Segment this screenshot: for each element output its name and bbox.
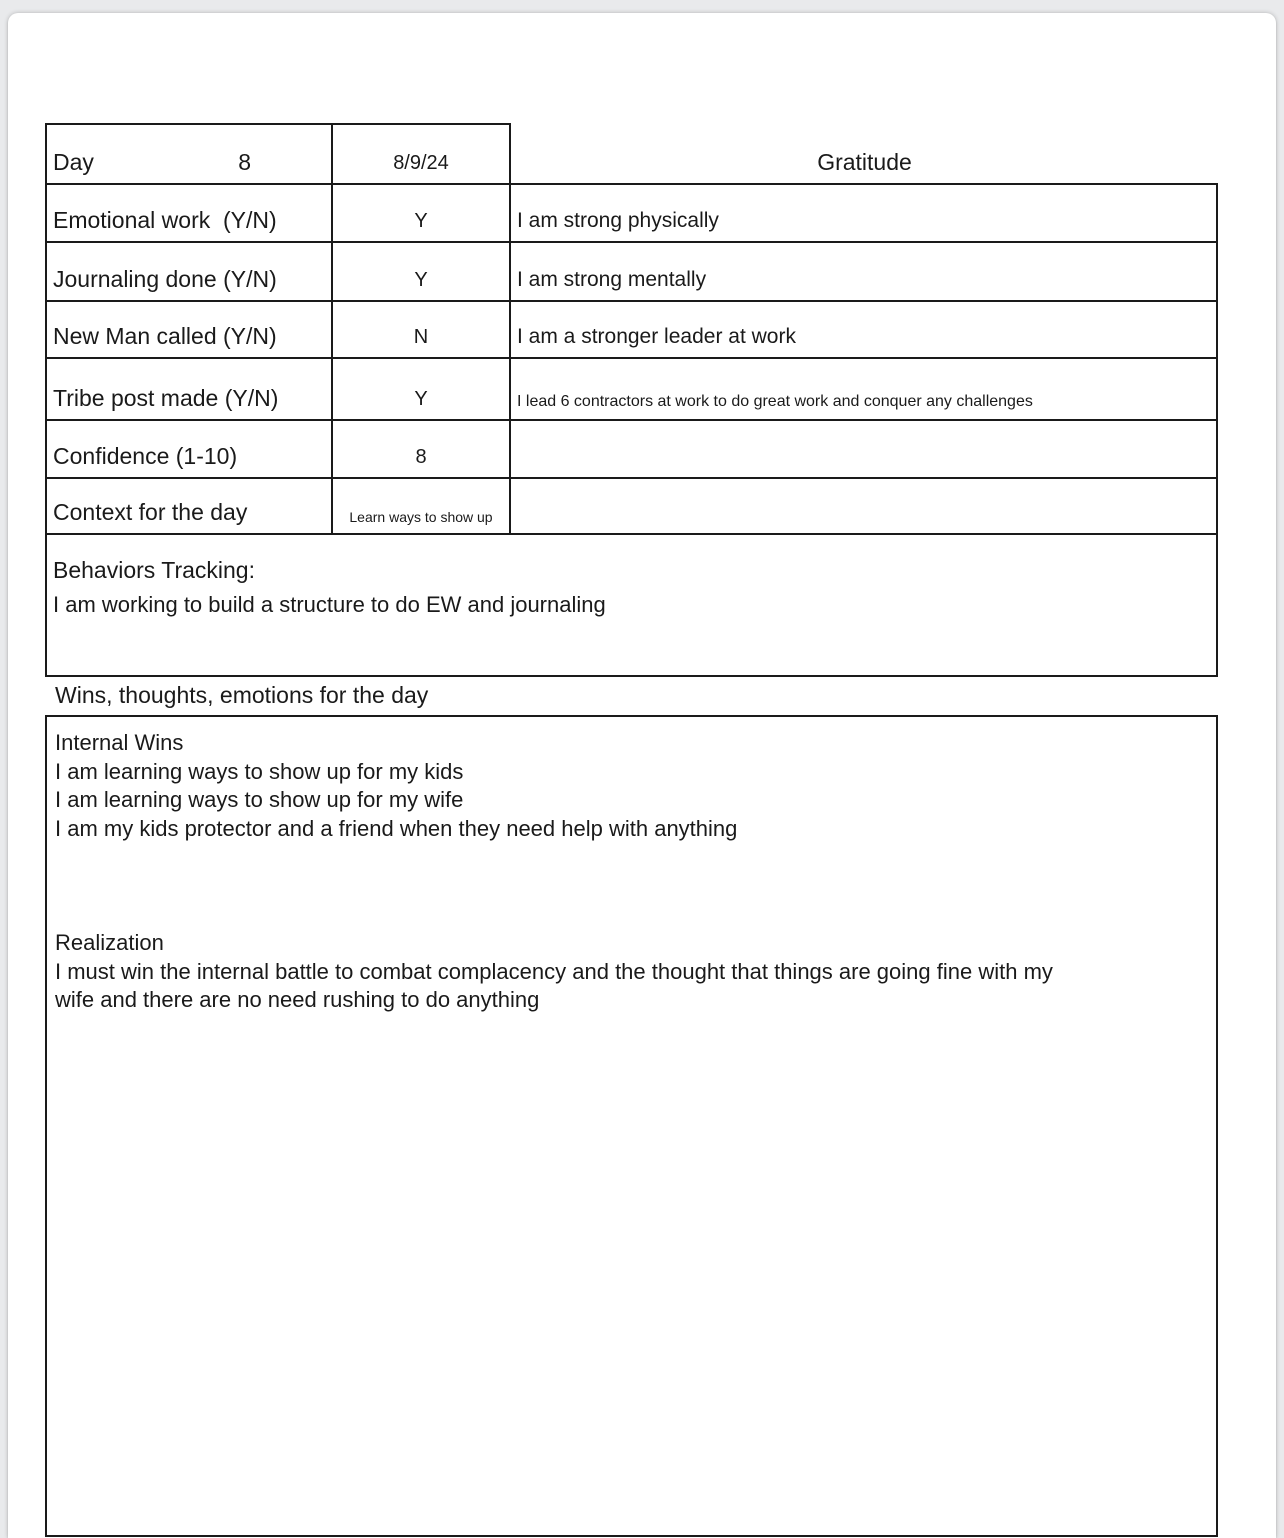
daily-tracker-table xyxy=(45,123,1218,535)
behaviors-tracking-note: I am working to build a structure to do EW and journaling xyxy=(53,592,606,617)
internal-win-item: I am learning ways to show up for my kids xyxy=(55,758,464,784)
row-label: Journaling done (Y/N) xyxy=(53,265,277,292)
internal-wins-title: Internal Wins xyxy=(55,730,184,755)
row-label: Context for the day xyxy=(53,498,248,525)
row-label: Emotional work (Y/N) xyxy=(53,206,277,233)
new-man-called-value-cell: N xyxy=(333,302,511,359)
confidence-value-cell: 8 xyxy=(333,421,511,479)
behaviors-tracking-title: Behaviors Tracking: xyxy=(53,557,255,583)
context-label-cell xyxy=(45,479,333,535)
internal-win-item: I am my kids protector and a friend when they need help with anything xyxy=(55,815,738,841)
emotional-work-label-cell xyxy=(45,185,333,243)
row-label: New Man called (Y/N) xyxy=(53,322,277,349)
blank-lines xyxy=(55,843,1208,929)
realization-text-line: I must win the internal battle to combat complacency and the thought that things are going fine with my xyxy=(55,958,1053,984)
behaviors-tracking-box xyxy=(45,535,1218,677)
gratitude-entry-cell xyxy=(511,421,1218,479)
gratitude-entry-cell: I am strong mentally xyxy=(511,243,1218,302)
confidence-label-cell xyxy=(45,421,333,479)
row-label: Confidence (1-10) xyxy=(53,442,238,469)
tribe-post-made-label-cell xyxy=(45,359,333,421)
new-man-called-label-cell xyxy=(45,302,333,359)
date-cell: 8/9/24 xyxy=(333,123,511,185)
wins-notes-box xyxy=(45,715,1218,1537)
internal-win-item: I am learning ways to show up for my wife xyxy=(55,787,464,812)
gratitude-entry-cell xyxy=(511,479,1218,535)
gratitude-entry-cell: I am a stronger leader at work xyxy=(511,302,1218,359)
journaling-done-value-cell: Y xyxy=(333,243,511,302)
row-label: Tribe post made (Y/N) xyxy=(53,384,279,411)
gratitude-entry-cell: I lead 6 contractors at work to do great work and conquer any challenges xyxy=(511,359,1218,421)
emotional-work-value-cell: Y xyxy=(333,185,511,243)
context-value-cell: Learn ways to show up xyxy=(333,479,511,535)
day-header-cell xyxy=(45,123,333,185)
day-number: 8 xyxy=(238,148,251,175)
realization-title: Realization xyxy=(55,930,164,955)
gratitude-column-title: Gratitude xyxy=(511,123,1218,185)
document-sheet xyxy=(8,13,1276,1538)
day-label: Day xyxy=(53,148,94,175)
journaling-done-label-cell xyxy=(45,243,333,302)
realization-text-line: wife and there are no need rushing to do anything xyxy=(55,987,540,1012)
gratitude-entry-cell: I am strong physically xyxy=(511,185,1218,243)
wins-section-title: Wins, thoughts, emotions for the day xyxy=(55,682,429,708)
tribe-post-made-value-cell: Y xyxy=(333,359,511,421)
